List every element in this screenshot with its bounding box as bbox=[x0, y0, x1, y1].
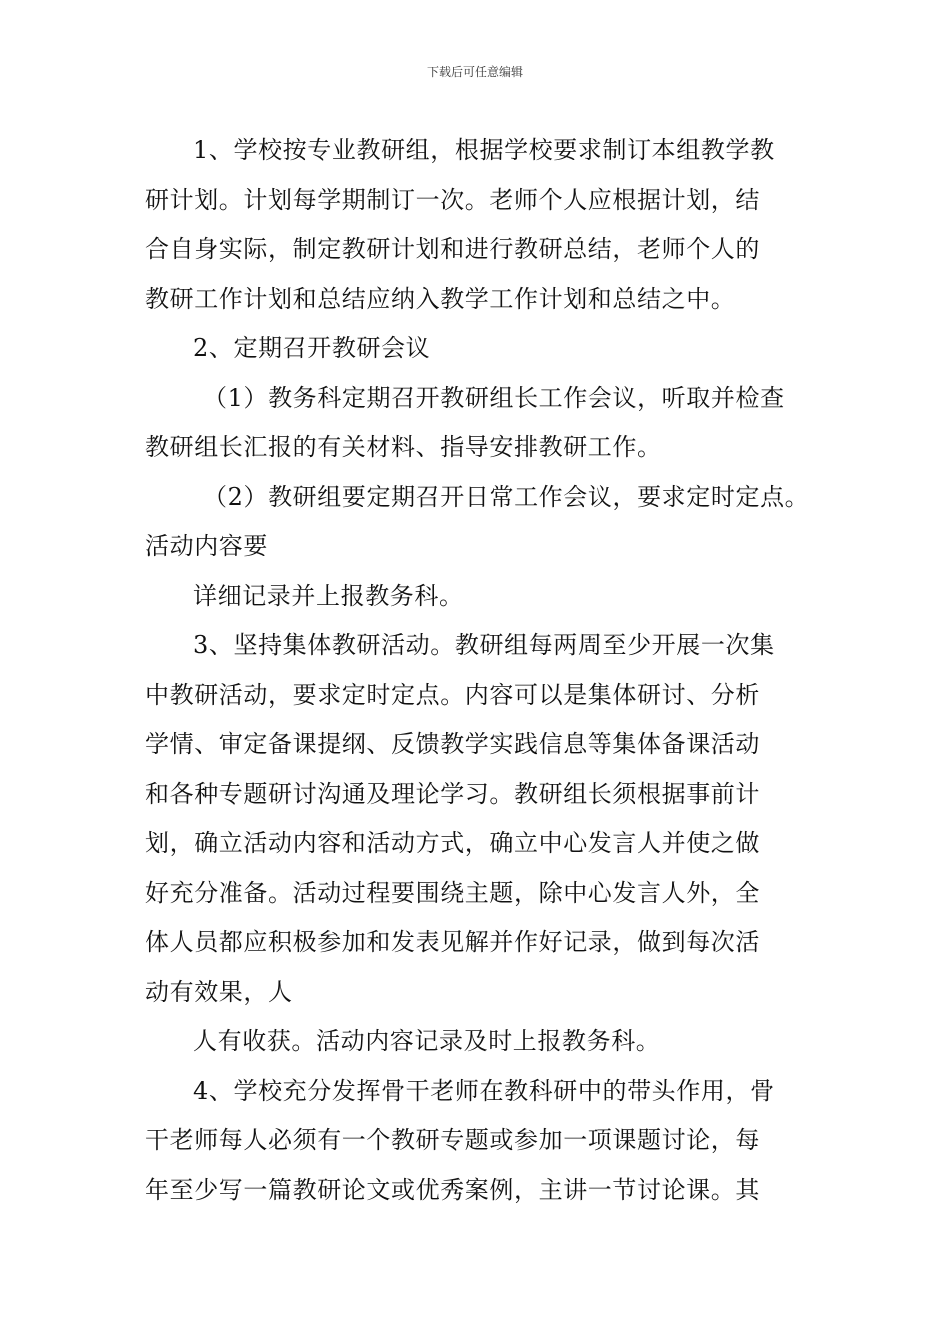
paragraph-4-line-1: （2）教研组要定期召开日常工作会议，要求定时定点。 bbox=[203, 482, 810, 511]
paragraph-6-line-5: 划，确立活动内容和活动方式，确立中心发言人并使之做 bbox=[145, 829, 760, 857]
paragraph-8-line-3: 年至少写一篇教研论文或优秀案例，主讲一节讨论课。其 bbox=[145, 1175, 760, 1204]
page-header: 下载后可任意编辑 bbox=[426, 65, 523, 79]
paragraph-2-heading: 2、定期召开教研会议 bbox=[193, 334, 431, 362]
paragraph-8-line-2: 干老师每人必须有一个教研专题或参加一项课题讨论，每 bbox=[145, 1126, 760, 1154]
paragraph-6-line-4: 和各种专题研讨沟通及理论学习。教研组长须根据事前计 bbox=[145, 779, 760, 808]
paragraph-6-line-2: 中教研活动，要求定时定点。内容可以是集体研讨、分析 bbox=[145, 680, 760, 709]
paragraph-1-line-4: 教研工作计划和总结应纳入教学工作计划和总结之中。 bbox=[145, 284, 736, 313]
paragraph-5-line-1: 详细记录并上报教务科。 bbox=[193, 581, 464, 610]
paragraph-1-line-1: 1、学校按专业教研组，根据学校要求制订本组教学教 bbox=[193, 136, 775, 164]
paragraph-3-line-2: 教研组长汇报的有关材料、指导安排教研工作。 bbox=[145, 433, 662, 461]
paragraph-7-line-1: 人有收获。活动内容记录及时上报教务科。 bbox=[193, 1027, 661, 1055]
paragraph-6-line-7: 体人员都应积极参加和发表见解并作好记录，做到每次活 bbox=[145, 928, 760, 956]
paragraph-8-line-1: 4、学校充分发挥骨干老师在教科研中的带头作用，骨 bbox=[193, 1076, 775, 1105]
paragraph-6-line-8: 动有效果，人 bbox=[145, 977, 293, 1006]
paragraph-1-line-3: 合自身实际，制定教研计划和进行教研总结，老师个人的 bbox=[145, 235, 760, 263]
document-body bbox=[145, 126, 825, 1215]
paragraph-6-line-1: 3、坚持集体教研活动。教研组每两周至少开展一次集 bbox=[193, 631, 775, 659]
paragraph-6-line-6: 好充分准备。活动过程要围绕主题，除中心发言人外，全 bbox=[145, 878, 760, 907]
paragraph-4-line-2: 活动内容要 bbox=[145, 532, 268, 560]
paragraph-6-line-3: 学情、审定备课提纲、反馈教学实践信息等集体备课活动 bbox=[145, 730, 760, 758]
paragraph-3-line-1: （1）教务科定期召开教研组长工作会议，听取并检查 bbox=[203, 383, 785, 412]
paragraph-1-line-2: 研计划。计划每学期制订一次。老师个人应根据计划，结 bbox=[145, 185, 760, 214]
